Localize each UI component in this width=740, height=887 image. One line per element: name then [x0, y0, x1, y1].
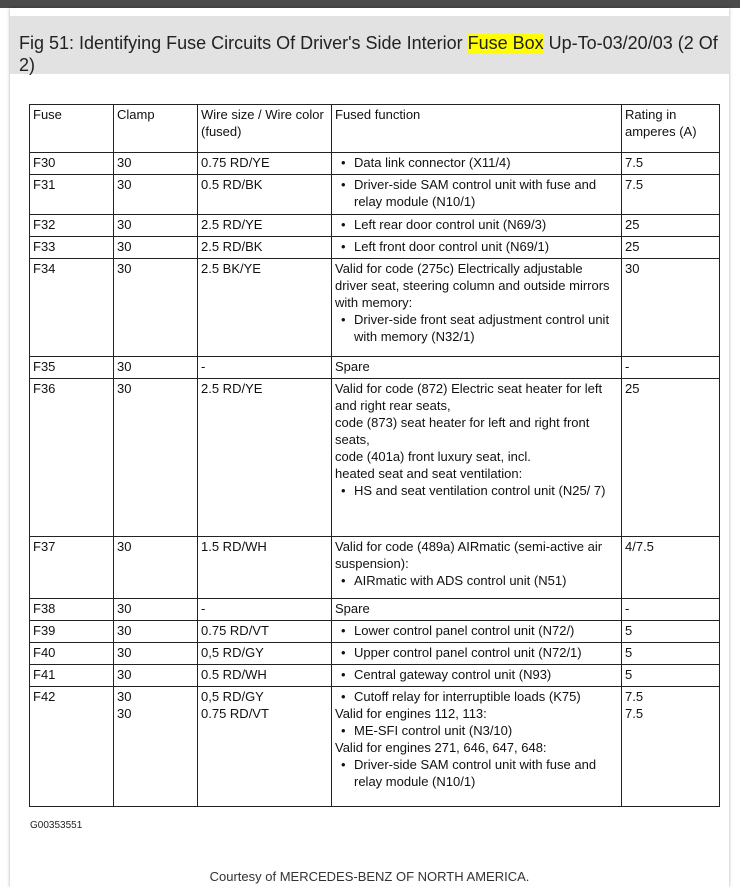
fuse-cell: F30	[30, 153, 114, 175]
clamp-cell	[114, 665, 198, 687]
fuse-table	[29, 104, 720, 807]
function-bullet: • HS and seat ventilation control unit (N25/ 7)	[354, 482, 618, 499]
wire-value: 0,5 RD/GY	[201, 689, 264, 704]
rating-cell	[622, 687, 720, 807]
graphic-code: G00353551	[30, 820, 83, 831]
table-row	[30, 357, 720, 379]
clamp-value: 30	[117, 601, 132, 616]
wire-value: -	[201, 359, 206, 374]
wire-value: 0.5 RD/BK	[201, 177, 263, 192]
table-row	[30, 153, 720, 175]
function-bullet: • Left rear door control unit (N69/3)	[354, 216, 618, 233]
rating-cell	[622, 643, 720, 665]
rating-value: 5	[625, 667, 633, 682]
function-text: code (401a) front luxury seat, incl.	[335, 449, 531, 464]
rating-cell	[622, 237, 720, 259]
function-cell	[332, 537, 622, 599]
function-cell	[332, 379, 622, 537]
clamp-cell	[114, 379, 198, 537]
wire-value: 0.75 RD/VT	[201, 623, 269, 638]
rating-cell	[622, 621, 720, 643]
table-row	[30, 599, 720, 621]
function-bullets	[335, 644, 618, 661]
function-text: heated seat and seat ventilation:	[335, 466, 523, 481]
rating-value: 5	[625, 645, 633, 660]
function-bullets	[335, 688, 618, 705]
rating-value: -	[625, 359, 630, 374]
table-row	[30, 259, 720, 357]
clamp-value: 30	[117, 689, 132, 704]
rating-value: 25	[625, 381, 640, 396]
table-row	[30, 687, 720, 807]
rating-value: 25	[625, 239, 640, 254]
title-text-after: Up-To-03/20/03 (2 Of 2)	[19, 33, 718, 75]
function-cell	[332, 621, 622, 643]
function-bullet: • Central gateway control unit (N93)	[354, 666, 618, 683]
function-text: Spare	[335, 359, 370, 374]
fuse-cell: F40	[30, 643, 114, 665]
rating-value: 5	[625, 623, 633, 638]
rating-value: 25	[625, 217, 640, 232]
rating-value: 7.5	[625, 155, 644, 170]
function-cell	[332, 687, 622, 807]
function-text: Spare	[335, 601, 370, 616]
function-bullets	[335, 216, 618, 233]
function-bullet: • Driver-side SAM control unit with fuse and relay module (N10/1)	[354, 756, 618, 790]
fuse-cell: F31	[30, 175, 114, 215]
table-row	[30, 643, 720, 665]
function-bullet: • Lower control panel control unit (N72/)	[354, 622, 618, 639]
wire-cell	[198, 259, 332, 357]
table-row	[30, 537, 720, 599]
fuse-cell: F37	[30, 537, 114, 599]
function-bullets	[335, 722, 618, 739]
rating-cell	[622, 175, 720, 215]
rating-cell	[622, 357, 720, 379]
function-bullets	[335, 311, 618, 345]
fuse-cell: F35	[30, 357, 114, 379]
wire-cell	[198, 621, 332, 643]
clamp-cell	[114, 643, 198, 665]
wire-cell	[198, 237, 332, 259]
clamp-value: 30	[117, 667, 132, 682]
function-cell	[332, 237, 622, 259]
fuse-cell: F41	[30, 665, 114, 687]
wire-cell	[198, 379, 332, 537]
function-bullets	[335, 622, 618, 639]
function-cell	[332, 665, 622, 687]
clamp-cell	[114, 215, 198, 237]
function-bullets	[335, 756, 618, 790]
wire-value: 0.75 RD/YE	[201, 155, 270, 170]
rating-cell	[622, 379, 720, 537]
header-wire: Wire size / Wire color (fused)	[198, 105, 332, 153]
clamp-value: 30	[117, 623, 132, 638]
function-text: Valid for code (872) Electric seat heater for left and right rear seats,	[335, 381, 603, 413]
table-row	[30, 665, 720, 687]
function-bullet: • ME-SFI control unit (N3/10)	[354, 722, 618, 739]
table-row	[30, 379, 720, 537]
clamp-cell	[114, 153, 198, 175]
fuse-cell: F36	[30, 379, 114, 537]
function-bullet: • AIRmatic with ADS control unit (N51)	[354, 572, 618, 589]
wire-cell	[198, 215, 332, 237]
wire-cell	[198, 175, 332, 215]
rating-cell	[622, 153, 720, 175]
clamp-value: 30	[117, 217, 132, 232]
wire-cell	[198, 665, 332, 687]
function-text: Valid for code (489a) AIRmatic (semi-active air suspension):	[335, 539, 603, 571]
clamp-cell	[114, 599, 198, 621]
rating-cell	[622, 599, 720, 621]
function-bullets	[335, 176, 618, 210]
clamp-value: 30	[117, 155, 132, 170]
function-bullet: • Cutoff relay for interruptible loads (K75)	[354, 688, 618, 705]
clamp-value: 30	[117, 706, 132, 721]
fuse-cell: F34	[30, 259, 114, 357]
wire-cell	[198, 687, 332, 807]
function-bullets	[335, 482, 618, 499]
wire-value: 2.5 RD/YE	[201, 217, 263, 232]
function-cell	[332, 259, 622, 357]
wire-value: 0.5 RD/WH	[201, 667, 267, 682]
courtesy-caption: Courtesy of MERCEDES-BENZ OF NORTH AMERICA.	[209, 869, 530, 884]
function-bullets	[335, 238, 618, 255]
function-bullets	[335, 666, 618, 683]
header-row	[30, 105, 720, 153]
function-bullet: • Left front door control unit (N69/1)	[354, 238, 618, 255]
rating-value: 4/7.5	[625, 539, 654, 554]
rating-value: 7.5	[625, 177, 644, 192]
header-function: Fused function	[332, 105, 622, 153]
function-text: Valid for code (275c) Electrically adjustable driver seat, steering column and outside mirrors with memory:	[335, 261, 610, 310]
wire-cell	[198, 599, 332, 621]
table-row	[30, 237, 720, 259]
wire-value: 2.5 BK/YE	[201, 261, 261, 276]
function-cell	[332, 357, 622, 379]
wire-value: 0,5 RD/GY	[201, 645, 264, 660]
clamp-value: 30	[117, 177, 132, 192]
wire-cell	[198, 153, 332, 175]
clamp-value: 30	[117, 239, 132, 254]
clamp-cell	[114, 175, 198, 215]
figure-frame	[10, 8, 729, 887]
function-text: code (873) seat heater for left and right front seats,	[335, 415, 590, 447]
rating-cell	[622, 537, 720, 599]
function-bullets	[335, 154, 618, 171]
function-bullets	[335, 572, 618, 589]
rating-cell	[622, 215, 720, 237]
clamp-value: 30	[117, 359, 132, 374]
table-row	[30, 215, 720, 237]
rating-cell	[622, 665, 720, 687]
wire-value: 0.75 RD/VT	[201, 706, 269, 721]
rating-value: 30	[625, 261, 640, 276]
fuse-chart-image	[29, 104, 719, 816]
fuse-table-body	[30, 153, 720, 807]
wire-cell	[198, 537, 332, 599]
clamp-value: 30	[117, 261, 132, 276]
table-row	[30, 175, 720, 215]
clamp-value: 30	[117, 645, 132, 660]
title-highlight: Fuse Box	[467, 33, 544, 53]
fuse-cell: F39	[30, 621, 114, 643]
wire-cell	[198, 357, 332, 379]
fuse-cell: F33	[30, 237, 114, 259]
function-bullet: • Driver-side SAM control unit with fuse and relay module (N10/1)	[354, 176, 618, 210]
wire-value: 2.5 RD/BK	[201, 239, 263, 254]
rating-value: 7.5	[625, 689, 644, 704]
function-text: Valid for engines 271, 646, 647, 648:	[335, 740, 547, 755]
function-bullet: • Upper control panel control unit (N72/1)	[354, 644, 618, 661]
figure-title	[19, 32, 724, 76]
wire-value: 1.5 RD/WH	[201, 539, 267, 554]
function-cell	[332, 153, 622, 175]
clamp-value: 30	[117, 539, 132, 554]
function-cell	[332, 643, 622, 665]
title-text: Fig 51: Identifying Fuse Circuits Of Driver's Side Interior	[19, 33, 468, 53]
fuse-cell: F32	[30, 215, 114, 237]
header-rating: Rating in amperes (A)	[622, 105, 720, 153]
header-fuse: Fuse	[30, 105, 114, 153]
function-bullet: • Data link connector (X11/4)	[354, 154, 618, 171]
wire-value: 2.5 RD/YE	[201, 381, 263, 396]
function-cell	[332, 599, 622, 621]
clamp-cell	[114, 621, 198, 643]
figure-header	[10, 16, 729, 74]
clamp-cell	[114, 687, 198, 807]
header-clamp: Clamp	[114, 105, 198, 153]
rating-value: 7.5	[625, 706, 644, 721]
wire-cell	[198, 643, 332, 665]
clamp-cell	[114, 237, 198, 259]
fuse-cell: F42	[30, 687, 114, 807]
wire-value: -	[201, 601, 206, 616]
rating-cell	[622, 259, 720, 357]
function-bullet: • Driver-side front seat adjustment control unit with memory (N32/1)	[354, 311, 618, 345]
fuse-cell: F38	[30, 599, 114, 621]
function-text: Valid for engines 112, 113:	[335, 706, 487, 721]
top-bar	[0, 0, 740, 8]
function-cell	[332, 215, 622, 237]
clamp-cell	[114, 259, 198, 357]
table-row	[30, 621, 720, 643]
clamp-cell	[114, 537, 198, 599]
function-cell	[332, 175, 622, 215]
clamp-cell	[114, 357, 198, 379]
rating-value: -	[625, 601, 630, 616]
clamp-value: 30	[117, 381, 132, 396]
